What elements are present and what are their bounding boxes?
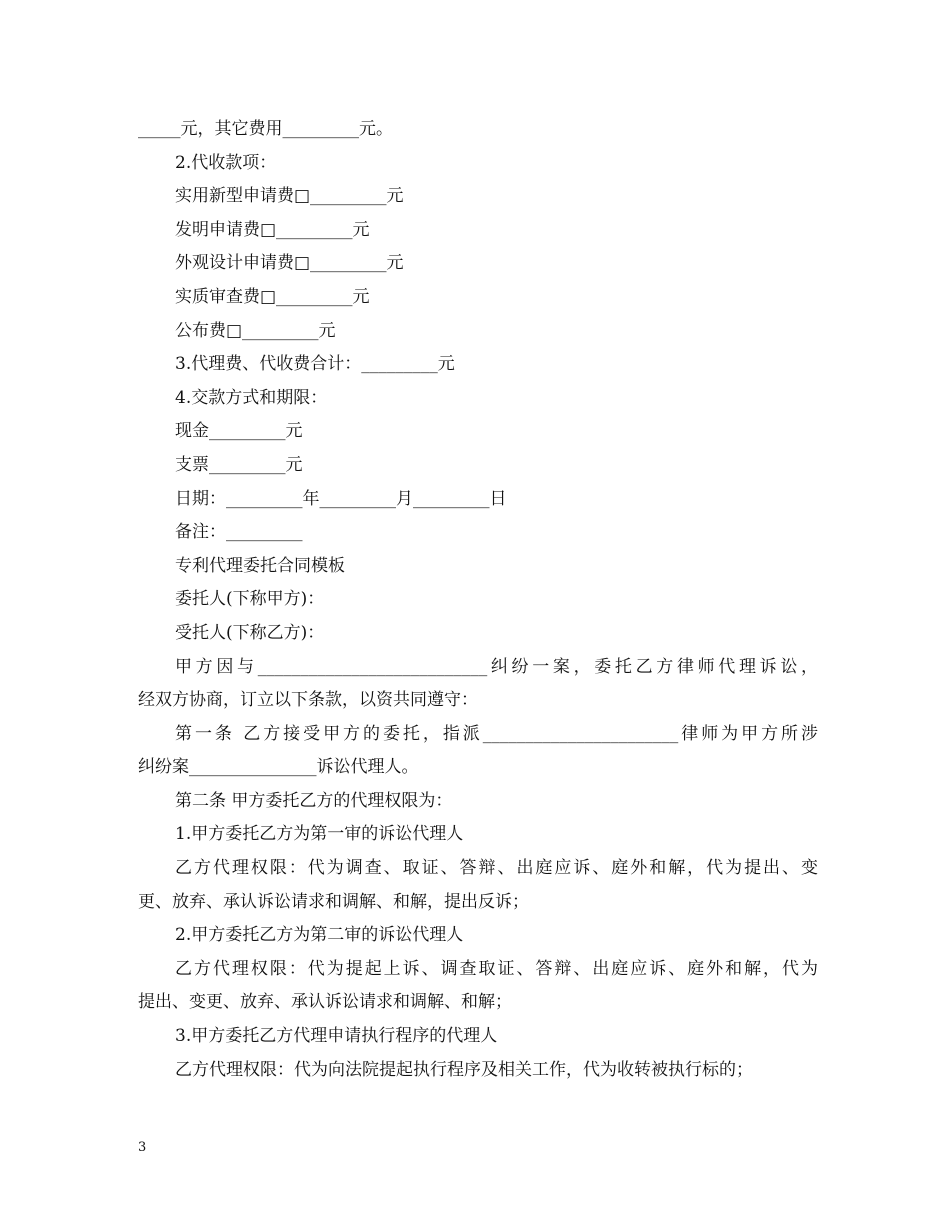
text-line: 2.代收款项：: [175, 152, 277, 173]
text-line: 支票_________元: [175, 454, 303, 475]
text-line: 实用新型申请费□_________元: [175, 186, 404, 207]
text-line: 外观设计申请费□_________元: [175, 253, 404, 274]
document-body: [138, 113, 818, 1087]
text-line: 委托人(下称甲方)：: [175, 589, 325, 610]
text-line: 4.交款方式和期限：: [175, 387, 328, 408]
text-line: _____元，其它费用_________元。: [138, 119, 393, 139]
text-line: 纠纷案_______________诉讼代理人。: [138, 757, 419, 778]
text-line: 发明申请费□_________元: [175, 219, 370, 240]
text-line: 第二条 甲方委托乙方的代理权限为：: [175, 790, 453, 811]
page-number: 3: [138, 1140, 147, 1155]
section-title: 专利代理委托合同模板: [175, 555, 345, 576]
text-line: 受托人(下称乙方)：: [175, 622, 325, 643]
text-line: 公布费□_________元: [175, 320, 336, 341]
text-line: 日期：_________年_________月_________日: [175, 488, 507, 509]
text-line: 3.甲方委托乙方代理申请执行程序的代理人: [175, 1026, 498, 1047]
text-line: 备注：_________: [175, 522, 303, 543]
text-line: 3.代理费、代收费合计：_________元: [175, 354, 455, 375]
text-line: 实质审查费□_________元: [175, 286, 370, 307]
text-line: 乙方代理权限：代为提起上诉、调查取证、答辩、出庭应诉、庭外和解，代为: [175, 958, 818, 979]
text-line: 提出、变更、放弃、承认诉讼请求和调解、和解；: [138, 992, 512, 1013]
text-line: 更、放弃、承认诉讼请求和调解、和解，提出反诉；: [138, 891, 529, 912]
text-line: 2.甲方委托乙方为第二审的诉讼代理人: [175, 925, 464, 946]
text-line: 经双方协商，订立以下条款，以资共同遵守：: [138, 690, 478, 711]
text-line: 第一条 乙方接受甲方的委托，指派_______________________律师为甲方所涉: [175, 723, 818, 744]
text-line: 1.甲方委托乙方为第一审的诉讼代理人: [175, 824, 464, 845]
text-line: 甲方因与___________________________纠纷一案，委托乙方律师代理诉讼，: [175, 656, 818, 677]
text-line: 现金_________元: [175, 421, 303, 442]
text-line: 乙方代理权限：代为调查、取证、答辩、出庭应诉、庭外和解，代为提出、变: [175, 858, 818, 879]
text-line: 乙方代理权限：代为向法院提起执行程序及相关工作，代为收转被执行标的；: [175, 1059, 753, 1080]
